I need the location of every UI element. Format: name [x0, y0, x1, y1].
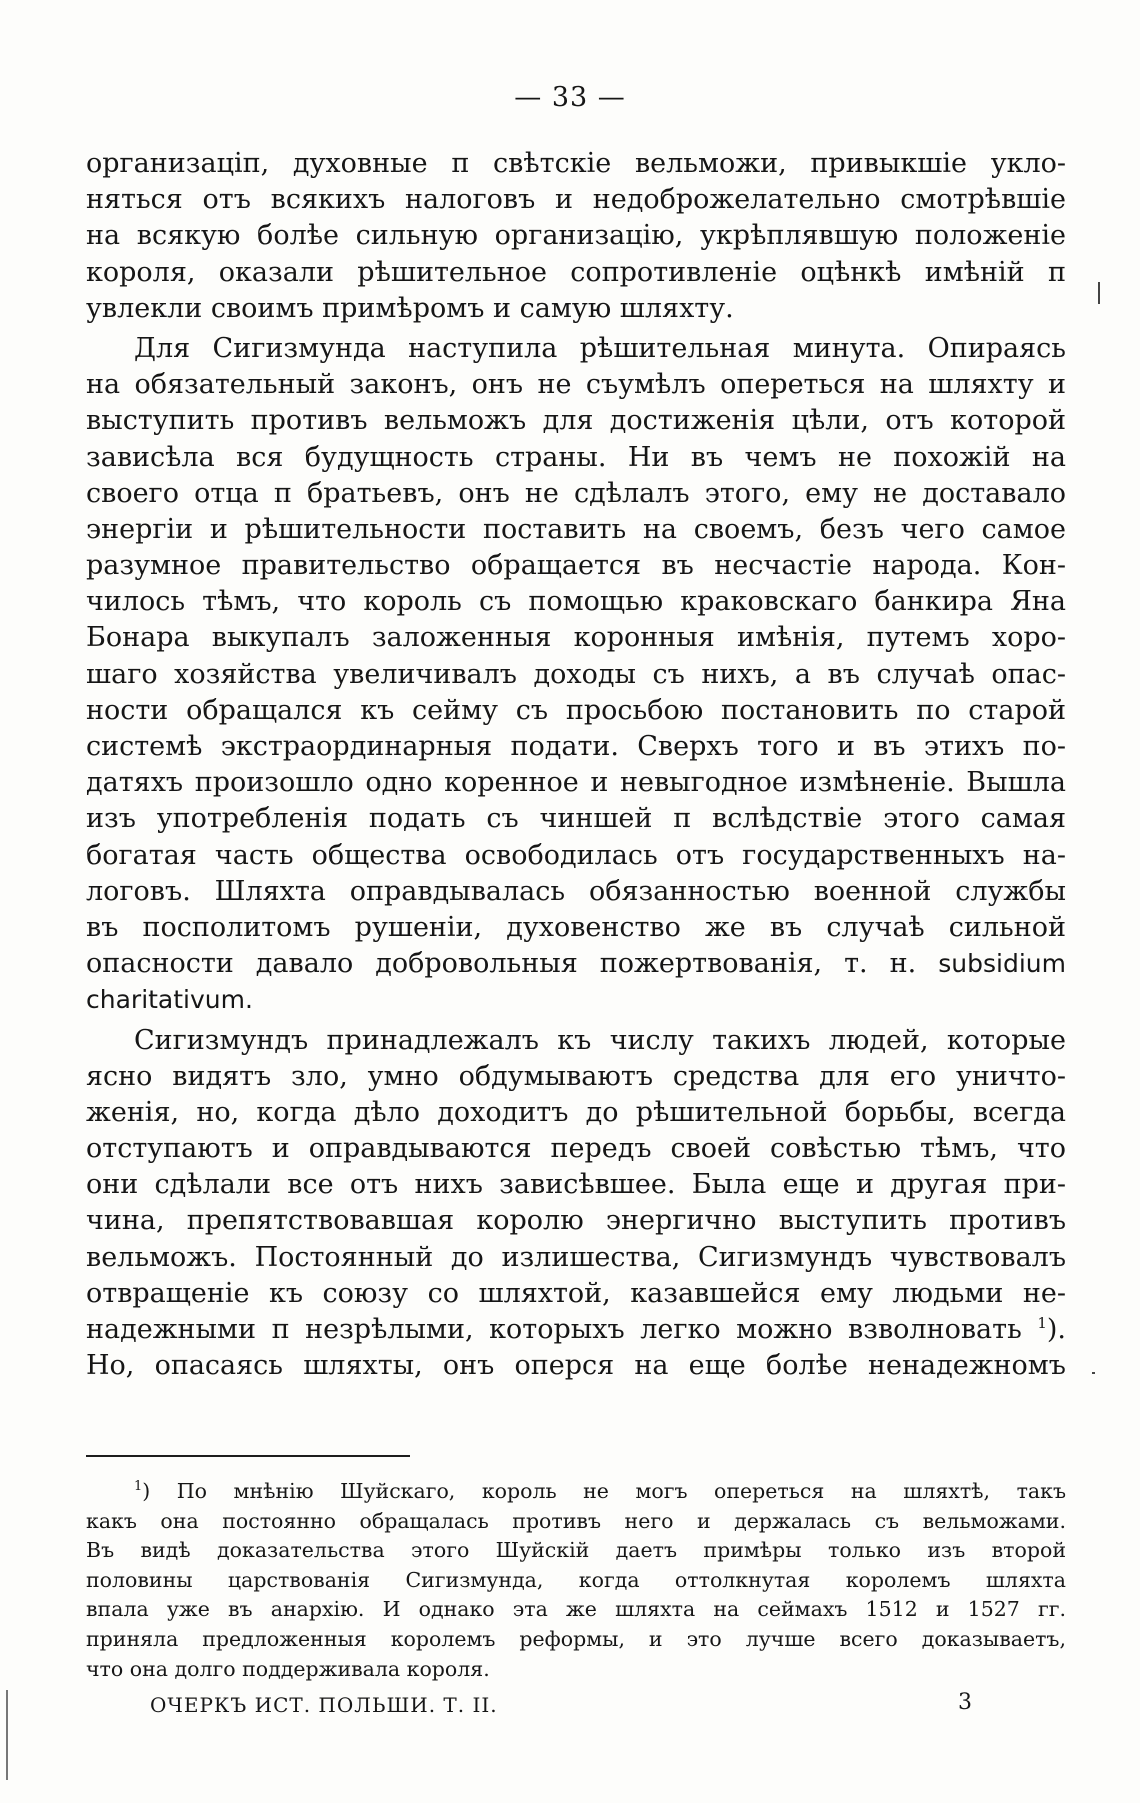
footnote-separator	[86, 1455, 410, 1457]
sheet-number: 3	[958, 1690, 972, 1715]
text-line: вельможъ. Постоянный до излишества, Сигизмундъ чувствовалъ	[86, 1241, 1066, 1273]
footnote-line: что она долго поддерживала короля.	[86, 1656, 490, 1681]
text-line: зависѣла вся будущность страны. Ни въ чемъ не похожій на	[86, 441, 1066, 473]
text-line: Для Сигизмунда наступила рѣшительная минута. Опираясь	[134, 332, 1066, 364]
text-line-with-footnote-mark	[86, 1312, 1066, 1348]
text-line: организаціп, духовные п свѣтскіе вельможи, привыкшіе укло-	[86, 148, 1066, 179]
footnote-line: половины царствованія Сигизмунда, когда оттолкнутая королемъ шляхта	[86, 1567, 1066, 1592]
text-line: чилось тѣмъ, что король съ помощью краковскаго банкира Яна	[86, 586, 1066, 618]
scan-speck	[1098, 282, 1100, 304]
scan-speck	[6, 1690, 8, 1780]
footnote-text: ) По мнѣнію Шуйскаго, король не могъ опереться на шляхтѣ, такъ	[142, 1479, 1066, 1503]
text-line: системѣ экстраординарныя подати. Сверхъ того и въ этихъ по-	[86, 731, 1066, 762]
text-line: энергіи и рѣшительности поставить на своемъ, безъ чего самое	[86, 513, 1066, 545]
text-line: изъ употребленія подать съ чиншей п вслѣдствіе этого самая	[86, 803, 1066, 835]
footnote-line: какъ она постоянно обращалась противъ него и держалась съ вельможами.	[86, 1508, 1066, 1533]
text-line: шаго хозяйства увеличивалъ доходы съ нихъ, а въ случаѣ опас-	[86, 658, 1066, 690]
text-line: на всякую болѣе сильную организацію, укрѣплявшую положеніе	[86, 220, 1066, 252]
text-line: няться отъ всякихъ налоговъ и недоброжелательно смотрѣвшіе	[86, 184, 1066, 216]
text-line: отступаютъ и оправдываются передъ своей совѣстью тѣмъ, что	[86, 1133, 1066, 1165]
page-number: — 33 —	[514, 82, 626, 113]
footnote-line: впала уже въ анархію. И однако эта же шляхта на сеймахъ 1512 и 1527 гг.	[86, 1597, 1066, 1622]
text-line: въ посполитомъ рушеніи, духовенство же въ случаѣ сильной	[86, 911, 1066, 943]
footnote-line	[86, 1477, 1066, 1507]
text-line: датяхъ произошло одно коренное и невыгодное измѣненіе. Вышла	[86, 767, 1066, 799]
text-line: логовъ. Шляхта оправдывалась обязанностью военной службы	[86, 875, 1066, 907]
text-line: Бонара выкупалъ заложенныя коронныя имѣнія, путемъ хоро-	[86, 622, 1066, 654]
text-line: выступить противъ вельможъ для достиженія цѣли, отъ которой	[86, 405, 1066, 437]
text-line: они сдѣлали все отъ нихъ зависѣвшее. Была еще и другая при-	[86, 1169, 1066, 1201]
text-line: разумное правительство обращается въ несчастіе народа. Кон-	[86, 550, 1066, 582]
text-line: увлекли своимъ примѣромъ и самую шляхту.	[86, 292, 734, 324]
signature-mark: ОЧЕРКЪ ИСТ. ПОЛЬШИ. Т. II.	[150, 1693, 498, 1717]
footnote	[86, 1477, 1066, 1684]
text-line: женія, но, когда дѣло доходитъ до рѣшительной борьбы, всегда	[86, 1096, 1066, 1128]
footnote-mark: 1	[134, 1479, 143, 1494]
footnote-line: приняла предложенныя королемъ реформы, и это лучше всего доказываетъ,	[86, 1626, 1066, 1651]
text-line: ясно видятъ зло, умно обдумываютъ средства для его уничто-	[86, 1060, 1066, 1092]
text-line: Но, опасаясь шляхты, онъ оперся на еще болѣе ненадежномъ	[86, 1350, 1066, 1382]
paragraph-2	[86, 331, 1066, 1019]
text-line: короля, оказали рѣшительное сопротивленіе оцѣнкѣ имѣній п	[86, 256, 1066, 288]
scan-speck	[1092, 1372, 1095, 1374]
text-line: отвращеніе къ союзу со шляхтой, казавшейся ему людьми не-	[86, 1277, 1066, 1309]
paragraph-1	[86, 146, 1066, 327]
footnote-line: Въ видѣ доказательства этого Шуйскій даетъ примѣры только изъ второй	[86, 1538, 1066, 1563]
text-segment: опасности давало добровольныя пожертвованія, т. н.	[86, 948, 917, 980]
latin-term-line: charitativum.	[86, 985, 253, 1015]
text-line: богатая часть общества освободилась отъ государственныхъ на-	[86, 839, 1066, 871]
text-segment: надежными п незрѣлыми, которыхъ легко можно взволновать	[86, 1314, 1022, 1345]
text-line-with-latin	[86, 946, 1066, 982]
footnote-reference[interactable]: 1	[1037, 1314, 1047, 1332]
latin-term: subsidium	[938, 949, 1066, 979]
text-line: ности обращался къ сейму съ просьбою постановить по старой	[86, 694, 1066, 726]
text-line: чина, препятствовавшая королю энергично выступить противъ	[86, 1205, 1066, 1237]
text-line: на обязательный законъ, онъ не съумѣлъ опереться на шляхту и	[86, 369, 1066, 401]
main-text	[86, 146, 1066, 1384]
paragraph-3	[86, 1023, 1066, 1385]
text-line: своего отца п братьевъ, онъ не сдѣлалъ этого, ему не доставало	[86, 477, 1066, 509]
footnote-reference-suffix: ).	[1046, 1314, 1066, 1345]
text-line: Сигизмундъ принадлежалъ къ числу такихъ людей, которые	[134, 1024, 1066, 1056]
